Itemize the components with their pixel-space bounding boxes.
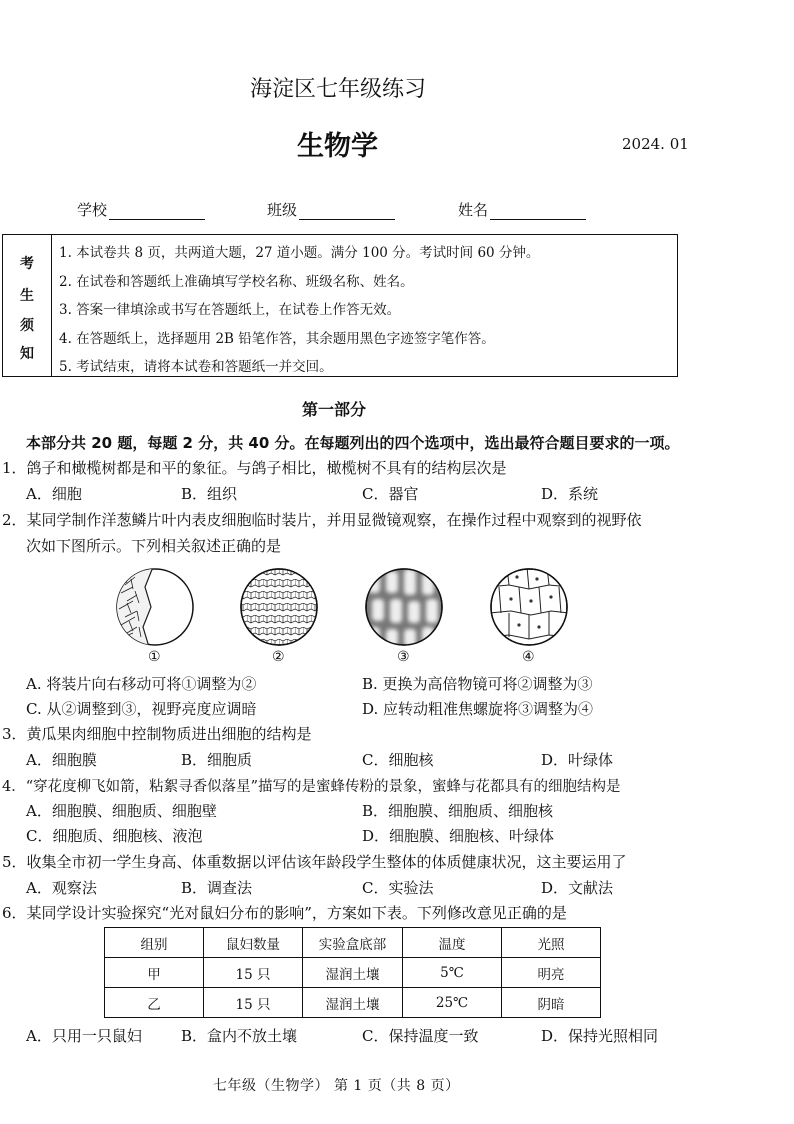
figure-label-4: ④ xyxy=(522,649,535,665)
q1-option-c[interactable]: C．器官 xyxy=(362,485,419,503)
question-5-stem: 5．收集全市初一学生身高、体重数据以评估该年龄段学生整体的体质健康状况，这主要运用了 xyxy=(2,853,627,871)
q3-option-d[interactable]: D．叶绿体 xyxy=(541,751,614,769)
q1-option-a[interactable]: A．细胞 xyxy=(26,485,82,503)
notice-side-char: 生 xyxy=(20,288,34,304)
table-cell: 明亮 xyxy=(502,958,601,988)
notice-item: 2. 在试卷和答题纸上准确填写学校名称、班级名称、姓名。 xyxy=(59,274,414,290)
q1-option-d[interactable]: D．系统 xyxy=(541,485,599,503)
notice-side-char: 考 xyxy=(20,256,34,272)
table-header-cell: 温度 xyxy=(403,928,502,958)
microscope-view-3 xyxy=(364,567,444,647)
q4-option-a[interactable]: A．细胞膜、细胞质、细胞壁 xyxy=(26,802,217,820)
table-header-cell: 组别 xyxy=(105,928,204,958)
q6-option-a[interactable]: A．只用一只鼠妇 xyxy=(26,1027,142,1045)
part-intro: 本部分共 20 题，每题 2 分，共 40 分。在每题列出的四个选项中，选出最符合题目要求的一项。 xyxy=(26,434,680,452)
q3-option-b[interactable]: B．细胞质 xyxy=(181,751,253,769)
q5-option-d[interactable]: D．文献法 xyxy=(541,879,614,897)
question-6-stem: 6．某同学设计实验探究“光对鼠妇分布的影响”，方案如下表。下列修改意见正确的是 xyxy=(2,904,567,922)
table-cell: 乙 xyxy=(105,988,204,1018)
table-cell: 湿润土壤 xyxy=(303,988,403,1018)
figure-label-3: ③ xyxy=(397,649,410,665)
microscope-view-4 xyxy=(489,567,569,647)
q2-option-b[interactable]: B. 更换为高倍物镜可将②调整为③ xyxy=(362,675,593,693)
q5-option-b[interactable]: B．调查法 xyxy=(181,879,253,897)
q4-option-c[interactable]: C．细胞质、细胞核、液泡 xyxy=(26,827,203,845)
table-header-cell: 实验盒底部 xyxy=(303,928,403,958)
name-field xyxy=(458,199,586,220)
q3-option-c[interactable]: C．细胞核 xyxy=(362,751,434,769)
table-row xyxy=(105,958,601,988)
table-cell: 15 只 xyxy=(204,988,303,1018)
class-label: 班级 xyxy=(267,201,298,219)
table-header-cell: 光照 xyxy=(502,928,601,958)
notice-item: 5. 考试结束，请将本试卷和答题纸一并交回。 xyxy=(59,359,333,375)
question-1-stem: 1．鸽子和橄榄树都是和平的象征。与鸽子相比，橄榄树不具有的结构层次是 xyxy=(2,459,507,477)
table-header-cell: 鼠妇数量 xyxy=(204,928,303,958)
class-field xyxy=(267,199,395,220)
microscope-view-2 xyxy=(239,567,319,647)
table-cell: 湿润土壤 xyxy=(303,958,403,988)
exam-date: 2024. 01 xyxy=(622,135,689,153)
exam-notice-box xyxy=(2,234,678,377)
exam-district-title: 海淀区七年级练习 xyxy=(250,77,427,102)
question-3-stem: 3．黄瓜果肉细胞中控制物质进出细胞的结构是 xyxy=(2,725,312,743)
notice-side-label xyxy=(3,235,52,376)
q3-option-a[interactable]: A．细胞膜 xyxy=(26,751,97,769)
notice-item: 4. 在答题纸上，选择题用 2B 铅笔作答，其余题用黑色字迹签字笔作答。 xyxy=(59,331,495,347)
subject-title: 生物学 xyxy=(297,131,378,162)
q6-option-d[interactable]: D．保持光照相同 xyxy=(541,1027,659,1045)
q4-option-b[interactable]: B．细胞膜、细胞质、细胞核 xyxy=(362,802,554,820)
question-2-stem: 2．某同学制作洋葱鳞片叶内表皮细胞临时装片，并用显微镜观察，在操作过程中观察到的视野依 xyxy=(2,511,642,529)
notice-side-char: 须 xyxy=(20,318,34,334)
q6-option-b[interactable]: B．盒内不放土壤 xyxy=(181,1027,298,1045)
q5-option-c[interactable]: C．实验法 xyxy=(362,879,434,897)
q2-option-c[interactable]: C. 从②调整到③，视野亮度应调暗 xyxy=(26,700,257,718)
table-cell: 阴暗 xyxy=(502,988,601,1018)
experiment-table xyxy=(104,927,601,1018)
page-footer: 七年级（生物学） 第 1 页（共 8 页） xyxy=(213,1078,460,1094)
figure-label-2: ② xyxy=(272,649,285,665)
table-cell: 25℃ xyxy=(403,988,502,1018)
school-blank xyxy=(109,204,205,220)
question-2-stem-cont: 次如下图所示。下列相关叙述正确的是 xyxy=(26,537,282,555)
table-cell: 5℃ xyxy=(403,958,502,988)
question-4-stem: 4．“穿花度柳飞如箭，粘絮寻香似落星”描写的是蜜蜂传粉的景象，蜜蜂与花都具有的细胞结构是 xyxy=(2,779,621,795)
table-header-row xyxy=(105,928,601,958)
table-row xyxy=(105,988,601,1018)
school-label: 学校 xyxy=(77,201,108,219)
table-cell: 15 只 xyxy=(204,958,303,988)
notice-side-char: 知 xyxy=(20,346,34,362)
microscope-view-1 xyxy=(115,567,195,647)
name-blank xyxy=(490,204,586,220)
name-label: 姓名 xyxy=(458,201,489,219)
part-title: 第一部分 xyxy=(302,400,367,419)
school-field xyxy=(77,199,205,220)
q6-option-c[interactable]: C．保持温度一致 xyxy=(362,1027,479,1045)
notice-item: 1. 本试卷共 8 页，共两道大题，27 道小题。满分 100 分。考试时间 60 分钟。 xyxy=(59,245,540,261)
q5-option-a[interactable]: A．观察法 xyxy=(26,879,97,897)
class-blank xyxy=(299,204,395,220)
figure-label-1: ① xyxy=(148,649,161,665)
q4-option-d[interactable]: D．细胞膜、细胞核、叶绿体 xyxy=(362,827,555,845)
notice-item: 3. 答案一律填涂或书写在答题纸上，在试卷上作答无效。 xyxy=(59,302,401,318)
q2-option-a[interactable]: A. 将装片向右移动可将①调整为② xyxy=(26,675,257,693)
q1-option-b[interactable]: B．组织 xyxy=(181,485,238,503)
table-cell: 甲 xyxy=(105,958,204,988)
q2-option-d[interactable]: D. 应转动粗准焦螺旋将③调整为④ xyxy=(362,700,594,718)
